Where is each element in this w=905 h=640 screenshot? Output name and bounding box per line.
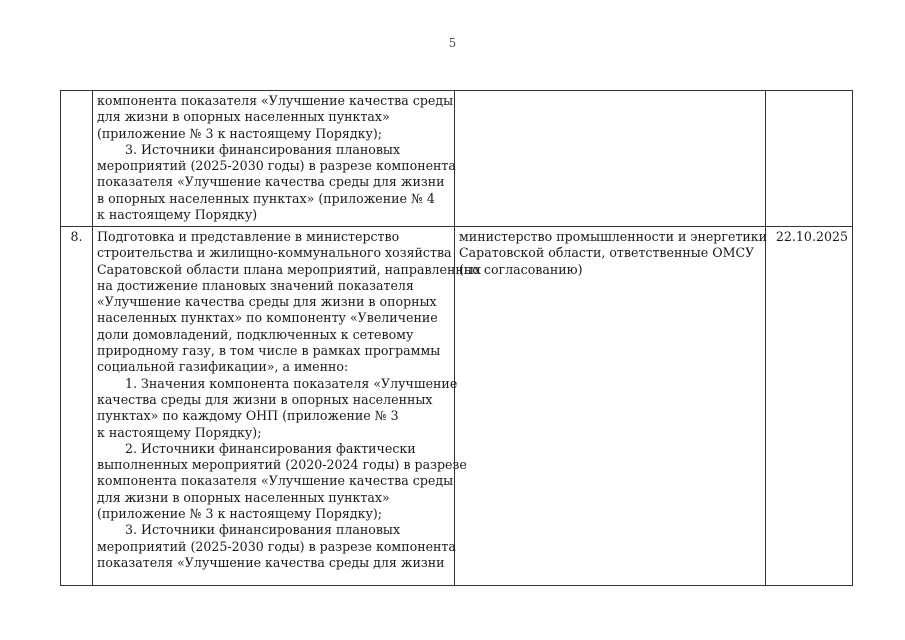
- description-line: в опорных населенных пунктах» (приложение № 4: [97, 190, 435, 206]
- table-body: [61, 91, 853, 586]
- description-line: населенных пунктах» по компоненту «Увеличение: [97, 310, 438, 326]
- description-line: строительства и жилищно-коммунального хозяйства: [97, 245, 452, 261]
- description-line: мероприятий (2025-2030 годы) в разрезе компонента: [97, 538, 456, 554]
- description-line: для жизни в опорных населенных пунктах»: [97, 489, 390, 505]
- responsible-line: министерство промышленности и энергетики: [459, 229, 768, 244]
- item-responsible: [455, 227, 766, 586]
- item-deadline: [766, 91, 853, 227]
- description-line: доли домовладений, подключенных к сетевому: [97, 326, 414, 342]
- description-line: «Улучшение качества среды для жизни в опорных: [97, 294, 437, 310]
- description-line: к настоящему Порядку);: [97, 424, 262, 440]
- item-deadline: 22.10.2025: [766, 227, 853, 586]
- description-line: на достижение плановых значений показателя: [97, 277, 414, 293]
- item-number: 8.: [61, 227, 93, 586]
- description-line: Саратовской области плана мероприятий, направленных: [97, 261, 481, 277]
- item-description: [93, 227, 481, 586]
- description-line: 3. Источники финансирования плановых: [125, 522, 401, 538]
- item-description: [93, 91, 455, 227]
- description-line: показателя «Улучшение качества среды для жизни: [97, 174, 445, 190]
- item-number: [61, 91, 93, 227]
- description-line: качества среды для жизни в опорных населенных: [97, 391, 433, 407]
- description-line: пунктах» по каждому ОНП (приложение № 3: [97, 408, 399, 424]
- description-line: социальной газификации», а именно:: [97, 359, 349, 375]
- description-line: компонента показателя «Улучшение качества среды: [97, 93, 454, 108]
- description-line: (приложение № 3 к настоящему Порядку);: [97, 125, 383, 141]
- description-line: к настоящему Порядку): [97, 207, 258, 223]
- description-line: (приложение № 3 к настоящему Порядку);: [97, 506, 383, 522]
- description-line: 2. Источники финансирования фактически: [125, 440, 416, 456]
- description-line: мероприятий (2025-2030 годы) в разрезе компонента: [97, 158, 456, 174]
- responsible-line: (по согласованию): [459, 261, 583, 277]
- description-line: компонента показателя «Улучшение качества среды: [97, 473, 454, 489]
- schedule-table: [60, 90, 853, 586]
- description-line: для жизни в опорных населенных пунктах»: [97, 109, 390, 125]
- page-number: 5: [448, 36, 457, 50]
- description-line: природному газу, в том числе в рамках программы: [97, 343, 441, 359]
- responsible-line: Саратовской области, ответственные ОМСУ: [459, 245, 755, 261]
- table-row: [61, 91, 853, 227]
- description-line: 1. Значения компонента показателя «Улучшение: [125, 375, 458, 391]
- description-line: выполненных мероприятий (2020-2024 годы) в разрезе: [97, 457, 467, 473]
- description-line: 3. Источники финансирования плановых: [125, 141, 401, 157]
- table-row: [61, 227, 853, 586]
- description-line: показателя «Улучшение качества среды для жизни: [97, 554, 445, 570]
- item-responsible: [455, 91, 766, 227]
- description-line: Подготовка и представление в министерство: [97, 229, 400, 244]
